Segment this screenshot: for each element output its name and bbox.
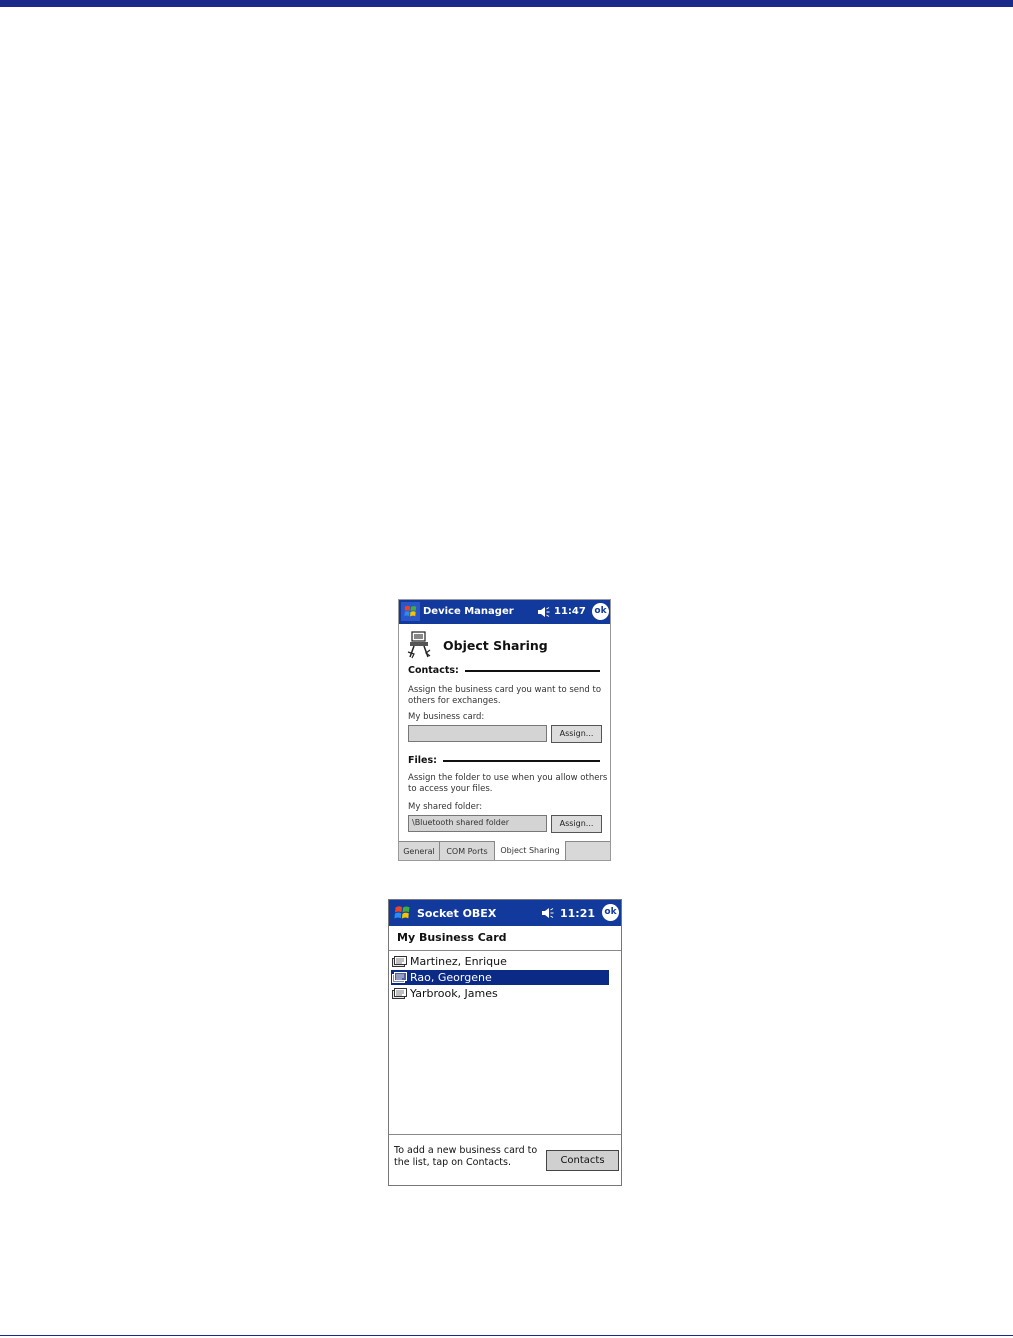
contacts-description: Assign the business card you want to send to others for exchanges. [408, 685, 602, 706]
page-heading: My Business Card [389, 926, 621, 951]
title-bar [389, 900, 621, 926]
title-bar [399, 600, 610, 624]
contacts-button[interactable]: Contacts [546, 1150, 619, 1171]
ok-button[interactable]: ok [602, 904, 619, 921]
shared-folder-field[interactable]: \Bluetooth shared folder [408, 815, 547, 832]
assign-folder-button[interactable]: Assign... [551, 815, 602, 833]
window-title: Socket OBEX [417, 907, 497, 920]
device-manager-screen [398, 599, 611, 861]
business-card-icon [392, 972, 407, 983]
list-item-selected[interactable] [391, 970, 609, 985]
speaker-icon[interactable] [538, 607, 550, 617]
page-top-rule [0, 0, 1013, 7]
assign-card-button[interactable]: Assign... [551, 725, 602, 743]
business-card-icon [392, 988, 407, 999]
files-section-label: Files: [408, 755, 437, 766]
clock[interactable]: 11:21 [560, 907, 596, 920]
business-card-list[interactable] [389, 951, 621, 1134]
socket-obex-screen [388, 899, 622, 1186]
business-card-field[interactable] [408, 725, 547, 742]
business-card-icon [392, 956, 407, 967]
list-item[interactable] [391, 954, 609, 969]
windows-start-icon[interactable] [392, 903, 413, 923]
tab-general[interactable]: General [399, 842, 440, 861]
speaker-icon[interactable] [542, 908, 554, 918]
list-item[interactable] [391, 986, 609, 1001]
contact-name: Martinez, Enrique [410, 955, 507, 968]
tab-bar [399, 841, 610, 861]
business-card-label: My business card: [408, 712, 485, 722]
section-divider [443, 760, 600, 762]
contact-name: Yarbrook, James [410, 987, 498, 1000]
tab-object-sharing[interactable]: Object Sharing [495, 841, 566, 861]
footer-bar [389, 1134, 621, 1186]
page-bottom-rule [0, 1335, 1013, 1336]
contact-name: Rao, Georgene [410, 971, 492, 984]
contacts-section-label: Contacts: [408, 665, 459, 676]
object-sharing-icon [406, 630, 434, 660]
shared-folder-label: My shared folder: [408, 802, 483, 812]
tab-com-ports[interactable]: COM Ports [440, 842, 495, 861]
page-heading: Object Sharing [443, 638, 548, 653]
clock[interactable]: 11:47 [554, 606, 586, 617]
windows-start-icon[interactable] [401, 602, 420, 621]
window-title: Device Manager [423, 606, 514, 617]
footer-hint: To add a new business card to the list, tap on Contacts. [394, 1145, 538, 1168]
section-divider [465, 670, 600, 672]
files-description: Assign the folder to use when you allow others to access your files. [408, 773, 608, 794]
ok-button[interactable]: ok [592, 603, 609, 620]
